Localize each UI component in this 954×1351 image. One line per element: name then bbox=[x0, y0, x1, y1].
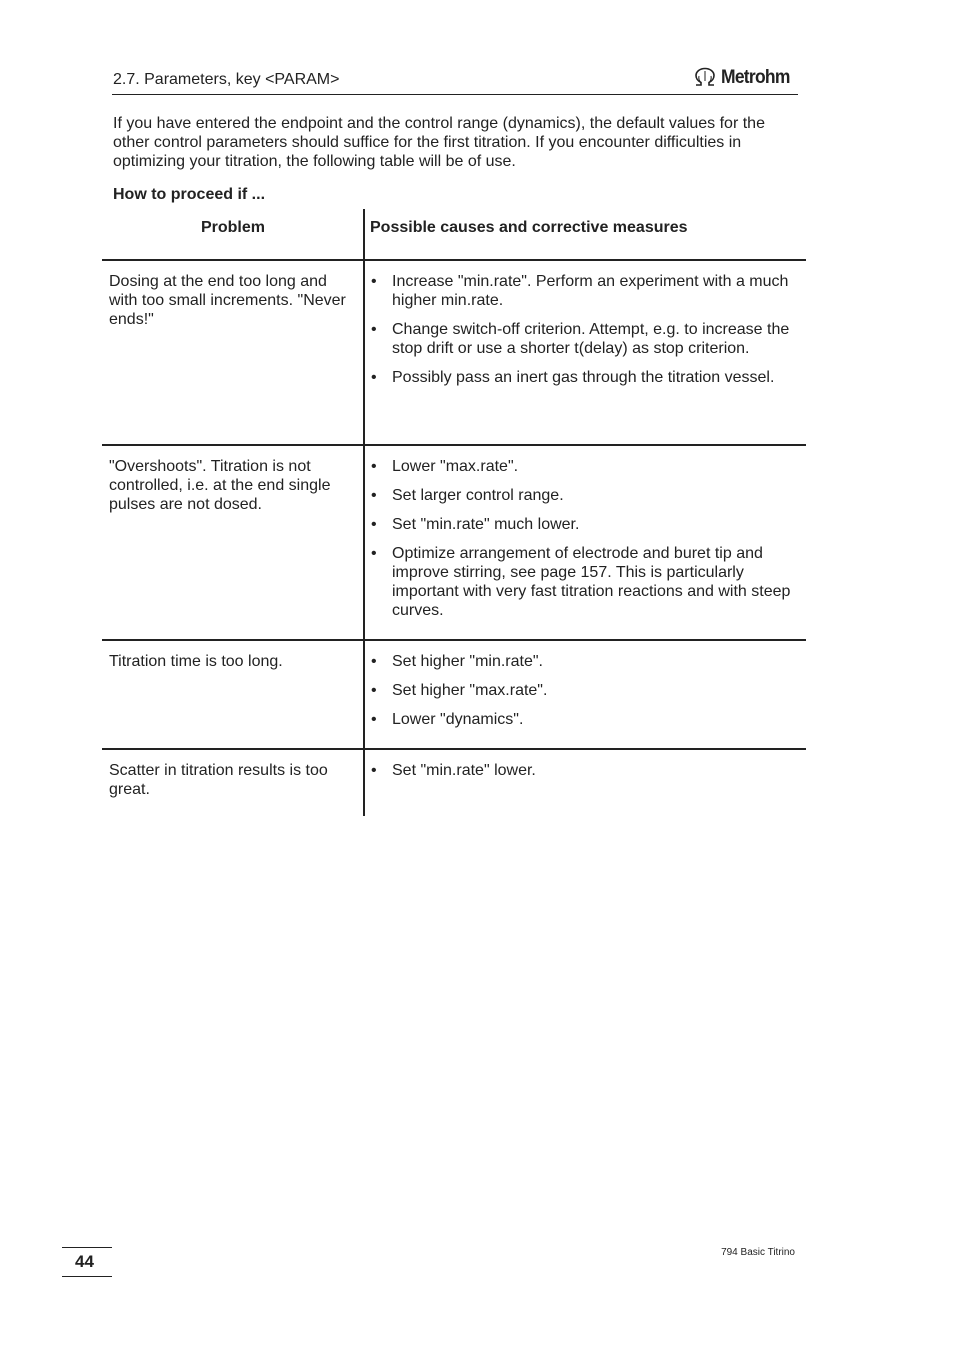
measure-item: • Lower "dynamics". bbox=[371, 711, 524, 728]
problem-cell: Scatter in titration results is too great. bbox=[109, 762, 328, 798]
measures-list bbox=[370, 652, 802, 739]
product-name: 794 Basic Titrino bbox=[721, 1247, 795, 1258]
measure-item: • Optimize arrangement of electrode and buret tip and improve stirring, see page 157. This is particularly important with very fast titration reactions and with steep curves. bbox=[371, 545, 791, 619]
section-title: 2.7. Parameters, key <PARAM> bbox=[113, 71, 340, 88]
measures-list bbox=[370, 457, 802, 630]
measures-list bbox=[370, 272, 802, 397]
measure-item: • Increase "min.rate". Perform an experiment with a much higher min.rate. bbox=[371, 273, 789, 309]
page-number-box bbox=[62, 1247, 112, 1277]
measures-list bbox=[370, 761, 802, 790]
bullet-icon: • bbox=[371, 762, 377, 779]
bullet-icon: • bbox=[371, 653, 377, 670]
bullet-icon: • bbox=[371, 321, 377, 338]
page-header bbox=[112, 66, 798, 95]
intro-paragraph: If you have entered the endpoint and the control range (dynamics), the default values for the other control parameters should suffice for the first titration. If you encounter difficulties in optimizing your titration, the following table will be of use. bbox=[113, 115, 765, 170]
measure-item: • Set "min.rate" lower. bbox=[371, 762, 536, 779]
header-causes: Possible causes and corrective measures bbox=[370, 219, 688, 236]
table-row bbox=[102, 261, 806, 446]
problem-cell: "Overshoots". Titration is not controlled, i.e. at the end single pulses are not dosed. bbox=[109, 458, 331, 513]
header-problem: Problem bbox=[200, 219, 265, 236]
bullet-icon: • bbox=[371, 545, 377, 562]
troubleshooting-table bbox=[102, 209, 806, 816]
table-row bbox=[102, 750, 806, 816]
bullet-icon: • bbox=[371, 273, 377, 290]
brand-logo bbox=[692, 66, 796, 90]
omega-logo-icon bbox=[692, 67, 718, 89]
bullet-icon: • bbox=[371, 369, 377, 386]
table-header bbox=[102, 209, 806, 261]
bullet-icon: • bbox=[371, 682, 377, 699]
measure-item: • Set higher "max.rate". bbox=[371, 682, 548, 699]
table-subheading: How to proceed if ... bbox=[113, 186, 266, 203]
measure-item: • Possibly pass an inert gas through the titration vessel. bbox=[371, 369, 775, 386]
problem-cell: Dosing at the end too long and with too small increments. "Never ends!" bbox=[109, 273, 346, 328]
measure-item: • Change switch-off criterion. Attempt, e.g. to increase the stop drift or use a shorter t(delay) as stop criterion. bbox=[371, 321, 790, 357]
page-number: 44 bbox=[75, 1252, 94, 1271]
problem-cell: Titration time is too long. bbox=[109, 653, 283, 670]
measure-item: • Set larger control range. bbox=[371, 487, 564, 504]
brand-name: Metrohm bbox=[721, 67, 791, 88]
table-row bbox=[102, 446, 806, 641]
table-row bbox=[102, 641, 806, 750]
measure-item: • Set "min.rate" much lower. bbox=[371, 516, 580, 533]
bullet-icon: • bbox=[371, 516, 377, 533]
bullet-icon: • bbox=[371, 458, 377, 475]
measure-item: • Lower "max.rate". bbox=[371, 458, 519, 475]
bullet-icon: • bbox=[371, 487, 377, 504]
measure-item: • Set higher "min.rate". bbox=[371, 653, 543, 670]
bullet-icon: • bbox=[371, 711, 377, 728]
